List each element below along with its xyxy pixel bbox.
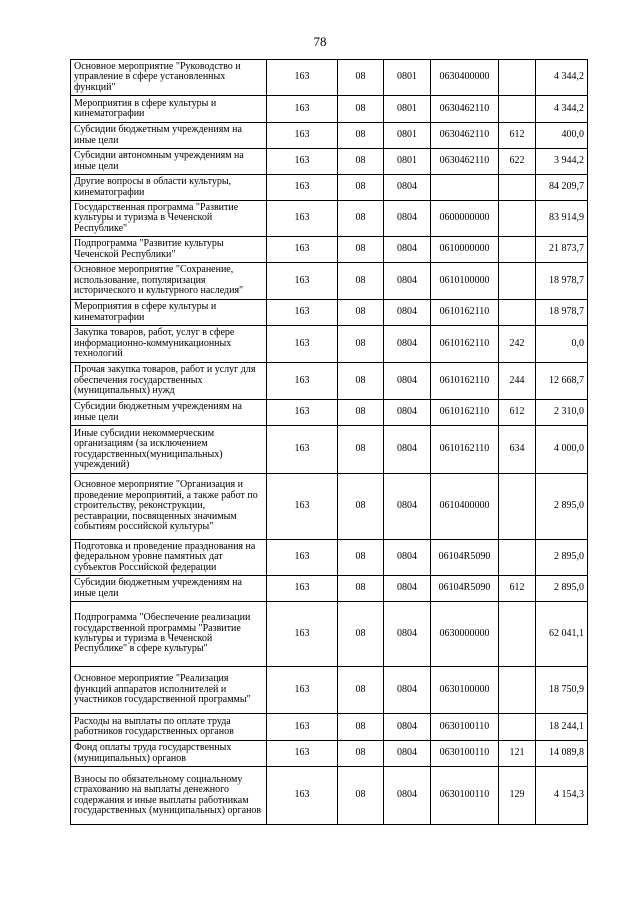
row-subsection-code: 0804 <box>384 300 431 326</box>
row-target-code: 0630100110 <box>431 741 499 767</box>
row-expense-type: 244 <box>499 363 536 400</box>
row-ministry-code: 163 <box>267 400 338 426</box>
row-ministry-code: 163 <box>267 123 338 149</box>
row-expense-type: 612 <box>499 123 536 149</box>
row-name: Взносы по обязательному социальному страхованию на выплаты денежного содержания и иные выплаты работникам государственных (муниципальных) органов <box>71 767 267 825</box>
row-target-code: 0630462110 <box>431 96 499 123</box>
row-section-code: 08 <box>338 237 384 263</box>
row-name: Субсидии бюджетным учреждениям на иные цели <box>71 123 267 149</box>
row-subsection-code: 0804 <box>384 667 431 714</box>
row-subsection-code: 0804 <box>384 263 431 300</box>
row-section-code: 08 <box>338 60 384 96</box>
row-section-code: 08 <box>338 426 384 474</box>
row-name: Фонд оплаты труда государственных (муниципальных) органов <box>71 741 267 767</box>
table-row <box>71 96 588 123</box>
row-name: Подготовка и проведение празднования на федеральном уровне памятных дат субъектов Российской федерации <box>71 540 267 576</box>
row-expense-type <box>499 237 536 263</box>
row-name: Подпрограмма "Обеспечение реализации государственной программы "Развитие культуры и туризма в Чеченской Республике" в сфере культуры" <box>71 602 267 667</box>
row-section-code: 08 <box>338 263 384 300</box>
row-section-code: 08 <box>338 175 384 201</box>
table-row <box>71 201 588 237</box>
row-section-code: 08 <box>338 123 384 149</box>
row-section-code: 08 <box>338 300 384 326</box>
row-target-code: 0630100110 <box>431 767 499 825</box>
row-ministry-code: 163 <box>267 300 338 326</box>
row-expense-type <box>499 175 536 201</box>
row-subsection-code: 0804 <box>384 326 431 363</box>
row-amount: 18 750,9 <box>536 667 588 714</box>
row-name: Основное мероприятие "Сохранение, использование, популяризация исторического и культурного наследия" <box>71 263 267 300</box>
row-target-code: 0610400000 <box>431 474 499 540</box>
row-expense-type <box>499 474 536 540</box>
row-ministry-code: 163 <box>267 175 338 201</box>
row-name: Субсидии бюджетным учреждениям на иные цели <box>71 576 267 602</box>
row-section-code: 08 <box>338 201 384 237</box>
row-amount: 400,0 <box>536 123 588 149</box>
row-name: Государственная программа "Развитие культуры и туризма в Чеченской Республике" <box>71 201 267 237</box>
row-section-code: 08 <box>338 400 384 426</box>
table-row <box>71 667 588 714</box>
row-amount: 4 344,2 <box>536 60 588 96</box>
row-section-code: 08 <box>338 474 384 540</box>
row-amount: 2 895,0 <box>536 540 588 576</box>
row-amount: 4 000,0 <box>536 426 588 474</box>
row-expense-type <box>499 602 536 667</box>
row-target-code: 0610100000 <box>431 263 499 300</box>
row-target-code: 0610162110 <box>431 426 499 474</box>
row-expense-type <box>499 667 536 714</box>
table-row <box>71 540 588 576</box>
table-row <box>71 175 588 201</box>
row-expense-type: 129 <box>499 767 536 825</box>
row-name: Основное мероприятие "Руководство и управление в сфере установленных функций" <box>71 60 267 96</box>
row-subsection-code: 0801 <box>384 60 431 96</box>
row-subsection-code: 0804 <box>384 741 431 767</box>
row-subsection-code: 0804 <box>384 400 431 426</box>
row-amount: 2 895,0 <box>536 474 588 540</box>
row-amount: 4 344,2 <box>536 96 588 123</box>
row-name: Основное мероприятие "Организация и проведение мероприятий, а также работ по строительству, реконструкции, реставрации, посвященных значимым событиям российской культуры" <box>71 474 267 540</box>
table-row <box>71 326 588 363</box>
row-section-code: 08 <box>338 576 384 602</box>
row-name: Иные субсидии некоммерческим организациям (за исключением государственных(муниципальных) учреждений) <box>71 426 267 474</box>
row-target-code: 0610162110 <box>431 326 499 363</box>
row-expense-type <box>499 60 536 96</box>
row-amount: 3 944,2 <box>536 149 588 175</box>
table-row <box>71 300 588 326</box>
row-amount: 18 978,7 <box>536 300 588 326</box>
row-subsection-code: 0801 <box>384 149 431 175</box>
row-amount: 2 895,0 <box>536 576 588 602</box>
row-section-code: 08 <box>338 741 384 767</box>
table-row <box>71 400 588 426</box>
page-number: 78 <box>313 34 327 49</box>
table-row <box>71 741 588 767</box>
table-row <box>71 714 588 741</box>
row-section-code: 08 <box>338 714 384 741</box>
row-amount: 2 310,0 <box>536 400 588 426</box>
row-subsection-code: 0804 <box>384 767 431 825</box>
table-row <box>71 123 588 149</box>
row-amount: 4 154,3 <box>536 767 588 825</box>
row-expense-type <box>499 263 536 300</box>
row-section-code: 08 <box>338 540 384 576</box>
row-target-code: 06104R5090 <box>431 540 499 576</box>
row-name: Закупка товаров, работ, услуг в сфере информационно-коммуникационных технологий <box>71 326 267 363</box>
row-ministry-code: 163 <box>267 263 338 300</box>
row-subsection-code: 0804 <box>384 237 431 263</box>
row-ministry-code: 163 <box>267 149 338 175</box>
row-name: Мероприятия в сфере культуры и кинематографии <box>71 96 267 123</box>
row-section-code: 08 <box>338 767 384 825</box>
row-subsection-code: 0804 <box>384 474 431 540</box>
row-ministry-code: 163 <box>267 767 338 825</box>
row-expense-type <box>499 540 536 576</box>
row-target-code: 0600000000 <box>431 201 499 237</box>
table-row <box>71 237 588 263</box>
row-target-code: 0630462110 <box>431 123 499 149</box>
row-amount: 0,0 <box>536 326 588 363</box>
row-subsection-code: 0804 <box>384 540 431 576</box>
row-ministry-code: 163 <box>267 741 338 767</box>
budget-table <box>70 59 588 825</box>
table-row <box>71 149 588 175</box>
row-target-code: 0630100000 <box>431 667 499 714</box>
row-subsection-code: 0804 <box>384 576 431 602</box>
row-expense-type: 622 <box>499 149 536 175</box>
row-ministry-code: 163 <box>267 576 338 602</box>
table-row <box>71 60 588 96</box>
row-amount: 18 978,7 <box>536 263 588 300</box>
row-section-code: 08 <box>338 667 384 714</box>
row-target-code <box>431 175 499 201</box>
table-row <box>71 363 588 400</box>
table-row <box>71 263 588 300</box>
row-expense-type <box>499 201 536 237</box>
row-section-code: 08 <box>338 96 384 123</box>
row-amount: 62 041,1 <box>536 602 588 667</box>
row-target-code: 06104R5090 <box>431 576 499 602</box>
row-amount: 14 089,8 <box>536 741 588 767</box>
row-amount: 12 668,7 <box>536 363 588 400</box>
row-name: Субсидии автономным учреждениям на иные цели <box>71 149 267 175</box>
row-expense-type: 612 <box>499 400 536 426</box>
table-row <box>71 474 588 540</box>
row-name: Основное мероприятие "Реализация функций аппаратов исполнителей и участников государственной программы" <box>71 667 267 714</box>
row-ministry-code: 163 <box>267 237 338 263</box>
row-ministry-code: 163 <box>267 326 338 363</box>
row-ministry-code: 163 <box>267 714 338 741</box>
row-target-code: 0610162110 <box>431 400 499 426</box>
row-target-code: 0630400000 <box>431 60 499 96</box>
row-subsection-code: 0801 <box>384 96 431 123</box>
row-section-code: 08 <box>338 149 384 175</box>
row-subsection-code: 0804 <box>384 602 431 667</box>
row-subsection-code: 0804 <box>384 426 431 474</box>
row-expense-type <box>499 300 536 326</box>
table-row <box>71 426 588 474</box>
table-row <box>71 767 588 825</box>
row-expense-type: 612 <box>499 576 536 602</box>
row-section-code: 08 <box>338 363 384 400</box>
row-subsection-code: 0801 <box>384 123 431 149</box>
row-amount: 18 244,1 <box>536 714 588 741</box>
table-row <box>71 576 588 602</box>
row-amount: 83 914,9 <box>536 201 588 237</box>
row-section-code: 08 <box>338 326 384 363</box>
row-ministry-code: 163 <box>267 363 338 400</box>
row-amount: 84 209,7 <box>536 175 588 201</box>
row-target-code: 0630000000 <box>431 602 499 667</box>
row-name: Подпрограмма "Развитие культуры Чеченской Республики" <box>71 237 267 263</box>
row-name: Расходы на выплаты по оплате труда работников государственных органов <box>71 714 267 741</box>
row-name: Субсидии бюджетным учреждениям на иные цели <box>71 400 267 426</box>
row-subsection-code: 0804 <box>384 175 431 201</box>
row-section-code: 08 <box>338 602 384 667</box>
row-subsection-code: 0804 <box>384 714 431 741</box>
table-row <box>71 602 588 667</box>
row-amount: 21 873,7 <box>536 237 588 263</box>
row-expense-type: 121 <box>499 741 536 767</box>
row-ministry-code: 163 <box>267 426 338 474</box>
row-ministry-code: 163 <box>267 602 338 667</box>
row-target-code: 0610000000 <box>431 237 499 263</box>
row-ministry-code: 163 <box>267 201 338 237</box>
row-subsection-code: 0804 <box>384 363 431 400</box>
row-target-code: 0630100110 <box>431 714 499 741</box>
row-subsection-code: 0804 <box>384 201 431 237</box>
row-ministry-code: 163 <box>267 474 338 540</box>
row-name: Мероприятия в сфере культуры и кинематографии <box>71 300 267 326</box>
row-ministry-code: 163 <box>267 667 338 714</box>
row-name: Прочая закупка товаров, работ и услуг для обеспечения государственных (муниципальных) нужд <box>71 363 267 400</box>
row-target-code: 0610162110 <box>431 363 499 400</box>
row-target-code: 0610162110 <box>431 300 499 326</box>
row-ministry-code: 163 <box>267 96 338 123</box>
row-ministry-code: 163 <box>267 60 338 96</box>
row-name: Другие вопросы в области культуры, кинематографии <box>71 175 267 201</box>
row-expense-type: 242 <box>499 326 536 363</box>
row-ministry-code: 163 <box>267 540 338 576</box>
row-expense-type: 634 <box>499 426 536 474</box>
row-expense-type <box>499 714 536 741</box>
row-target-code: 0630462110 <box>431 149 499 175</box>
row-expense-type <box>499 96 536 123</box>
